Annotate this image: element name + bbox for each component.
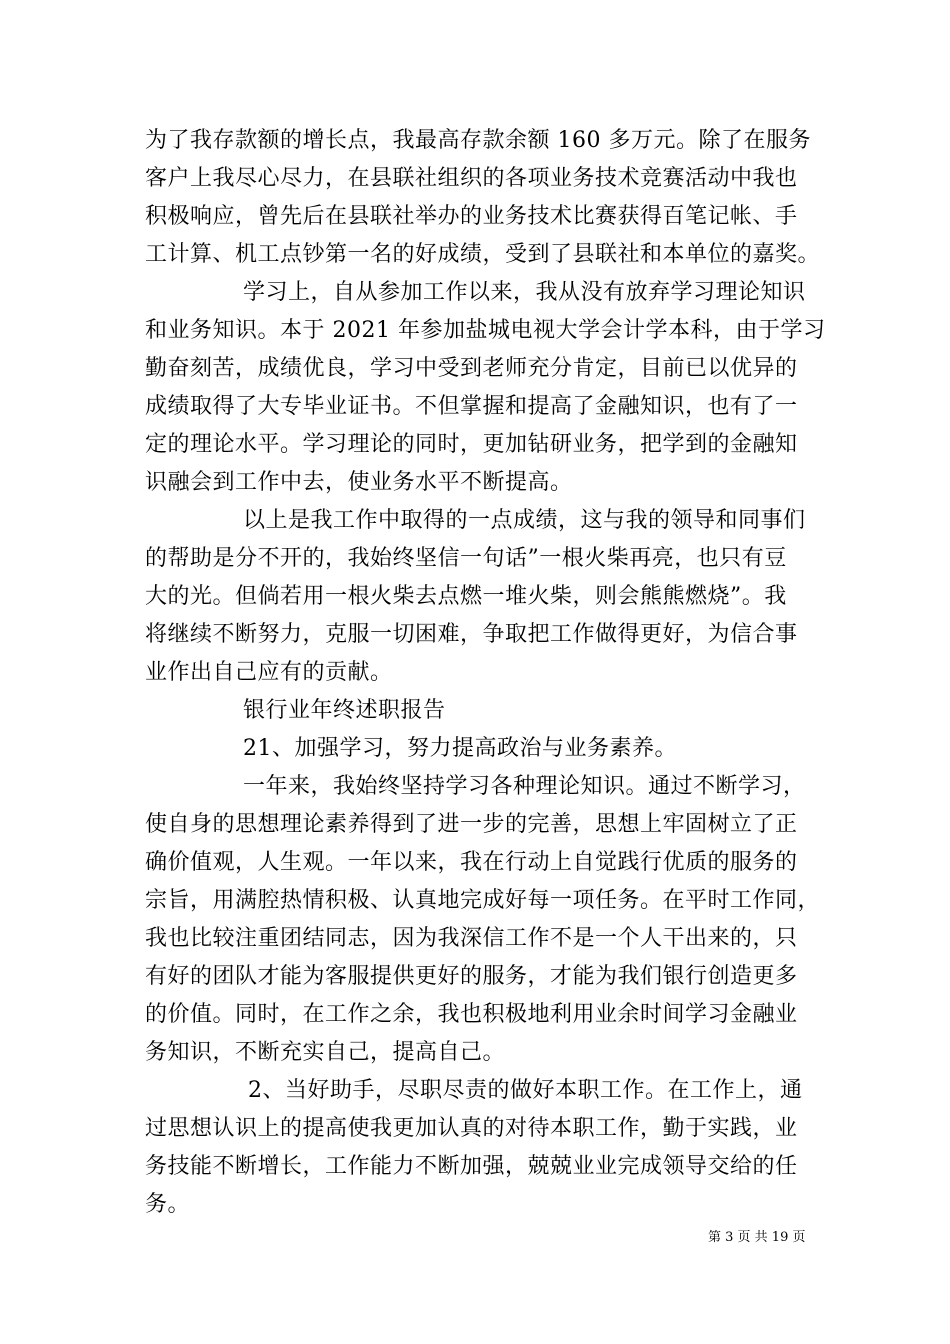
text-line: 工计算、机工点钞第一名的好成绩，受到了县联社和本单位的嘉奖。 — [145, 242, 821, 267]
section-subheading: 21、加强学习，努力提高政治与业务素养。 — [243, 736, 677, 761]
text-line: 有好的团队才能为客服提供更好的服务，才能为我们银行创造更多 — [145, 964, 798, 989]
text-line: 务。 — [145, 1192, 191, 1217]
paragraph-start-line: 以上是我工作中取得的一点成绩，这与我的领导和同事们 — [243, 508, 806, 533]
text-line: 识融会到工作中去，使业务水平不断提高。 — [145, 470, 573, 495]
paragraph-start-line: 一年来，我始终坚持学习各种理论知识。通过不断学习， — [243, 774, 806, 799]
text-line: 将继续不断努力，克服一切困难，争取把工作做得更好，为信合事 — [145, 622, 798, 647]
text-line: 的价值。同时，在工作之余，我也积极地利用业余时间学习金融业 — [145, 1002, 798, 1027]
section-heading: 银行业年终述职报告 — [243, 698, 446, 723]
paragraph-start-line: 学习上，自从参加工作以来，我从没有放弃学习理论知识 — [243, 280, 806, 305]
text-line: 务技能不断增长，工作能力不断加强，兢兢业业完成领导交给的任 — [145, 1154, 798, 1179]
text-line: 业作出自己应有的贡献。 — [145, 660, 393, 685]
text-line: 我也比较注重团结同志，因为我深信工作不是一个人干出来的，只 — [145, 926, 798, 951]
text-line: 定的理论水平。学习理论的同时，更加钻研业务，把学到的金融知 — [145, 432, 798, 457]
page-number: 第 3 页 共 19 页 — [708, 1230, 806, 1245]
text-line: 的帮助是分不开的，我始终坚信一句话”一根火柴再亮，也只有豆 — [145, 546, 787, 571]
text-line: 使自身的思想理论素养得到了进一步的完善，思想上牢固树立了正 — [145, 812, 798, 837]
text-line: 过思想认识上的提高使我更加认真的对待本职工作，勤于实践，业 — [145, 1116, 798, 1141]
text-line: 和业务知识。本于 2021 年参加盐城电视大学会计学本科，由于学习 — [145, 318, 826, 343]
text-line: 客户上我尽心尽力，在县联社组织的各项业务技术竞赛活动中我也 — [145, 166, 798, 191]
text-line: 为了我存款额的增长点，我最高存款余额 160 多万元。除了在服务 — [145, 128, 811, 153]
text-line: 成绩取得了大专毕业证书。不但掌握和提高了金融知识，也有了一 — [145, 394, 798, 419]
paragraph-start-line: 2、当好助手，尽职尽责的做好本职工作。在工作上，通 — [248, 1078, 803, 1103]
text-line: 大的光。但倘若用一根火柴去点燃一堆火柴，则会熊熊燃烧”。我 — [145, 584, 787, 609]
text-line: 勤奋刻苦，成绩优良，学习中受到老师充分肯定，目前已以优异的 — [145, 356, 798, 381]
text-line: 务知识，不断充实自己，提高自己。 — [145, 1040, 506, 1065]
text-line: 积极响应，曾先后在县联社举办的业务技术比赛获得百笔记帐、手 — [145, 204, 798, 229]
text-line: 宗旨，用满腔热情积极、认真地完成好每一项任务。在平时工作同， — [145, 888, 821, 913]
text-line: 确价值观，人生观。一年以来，我在行动上自觉践行优质的服务的 — [145, 850, 798, 875]
